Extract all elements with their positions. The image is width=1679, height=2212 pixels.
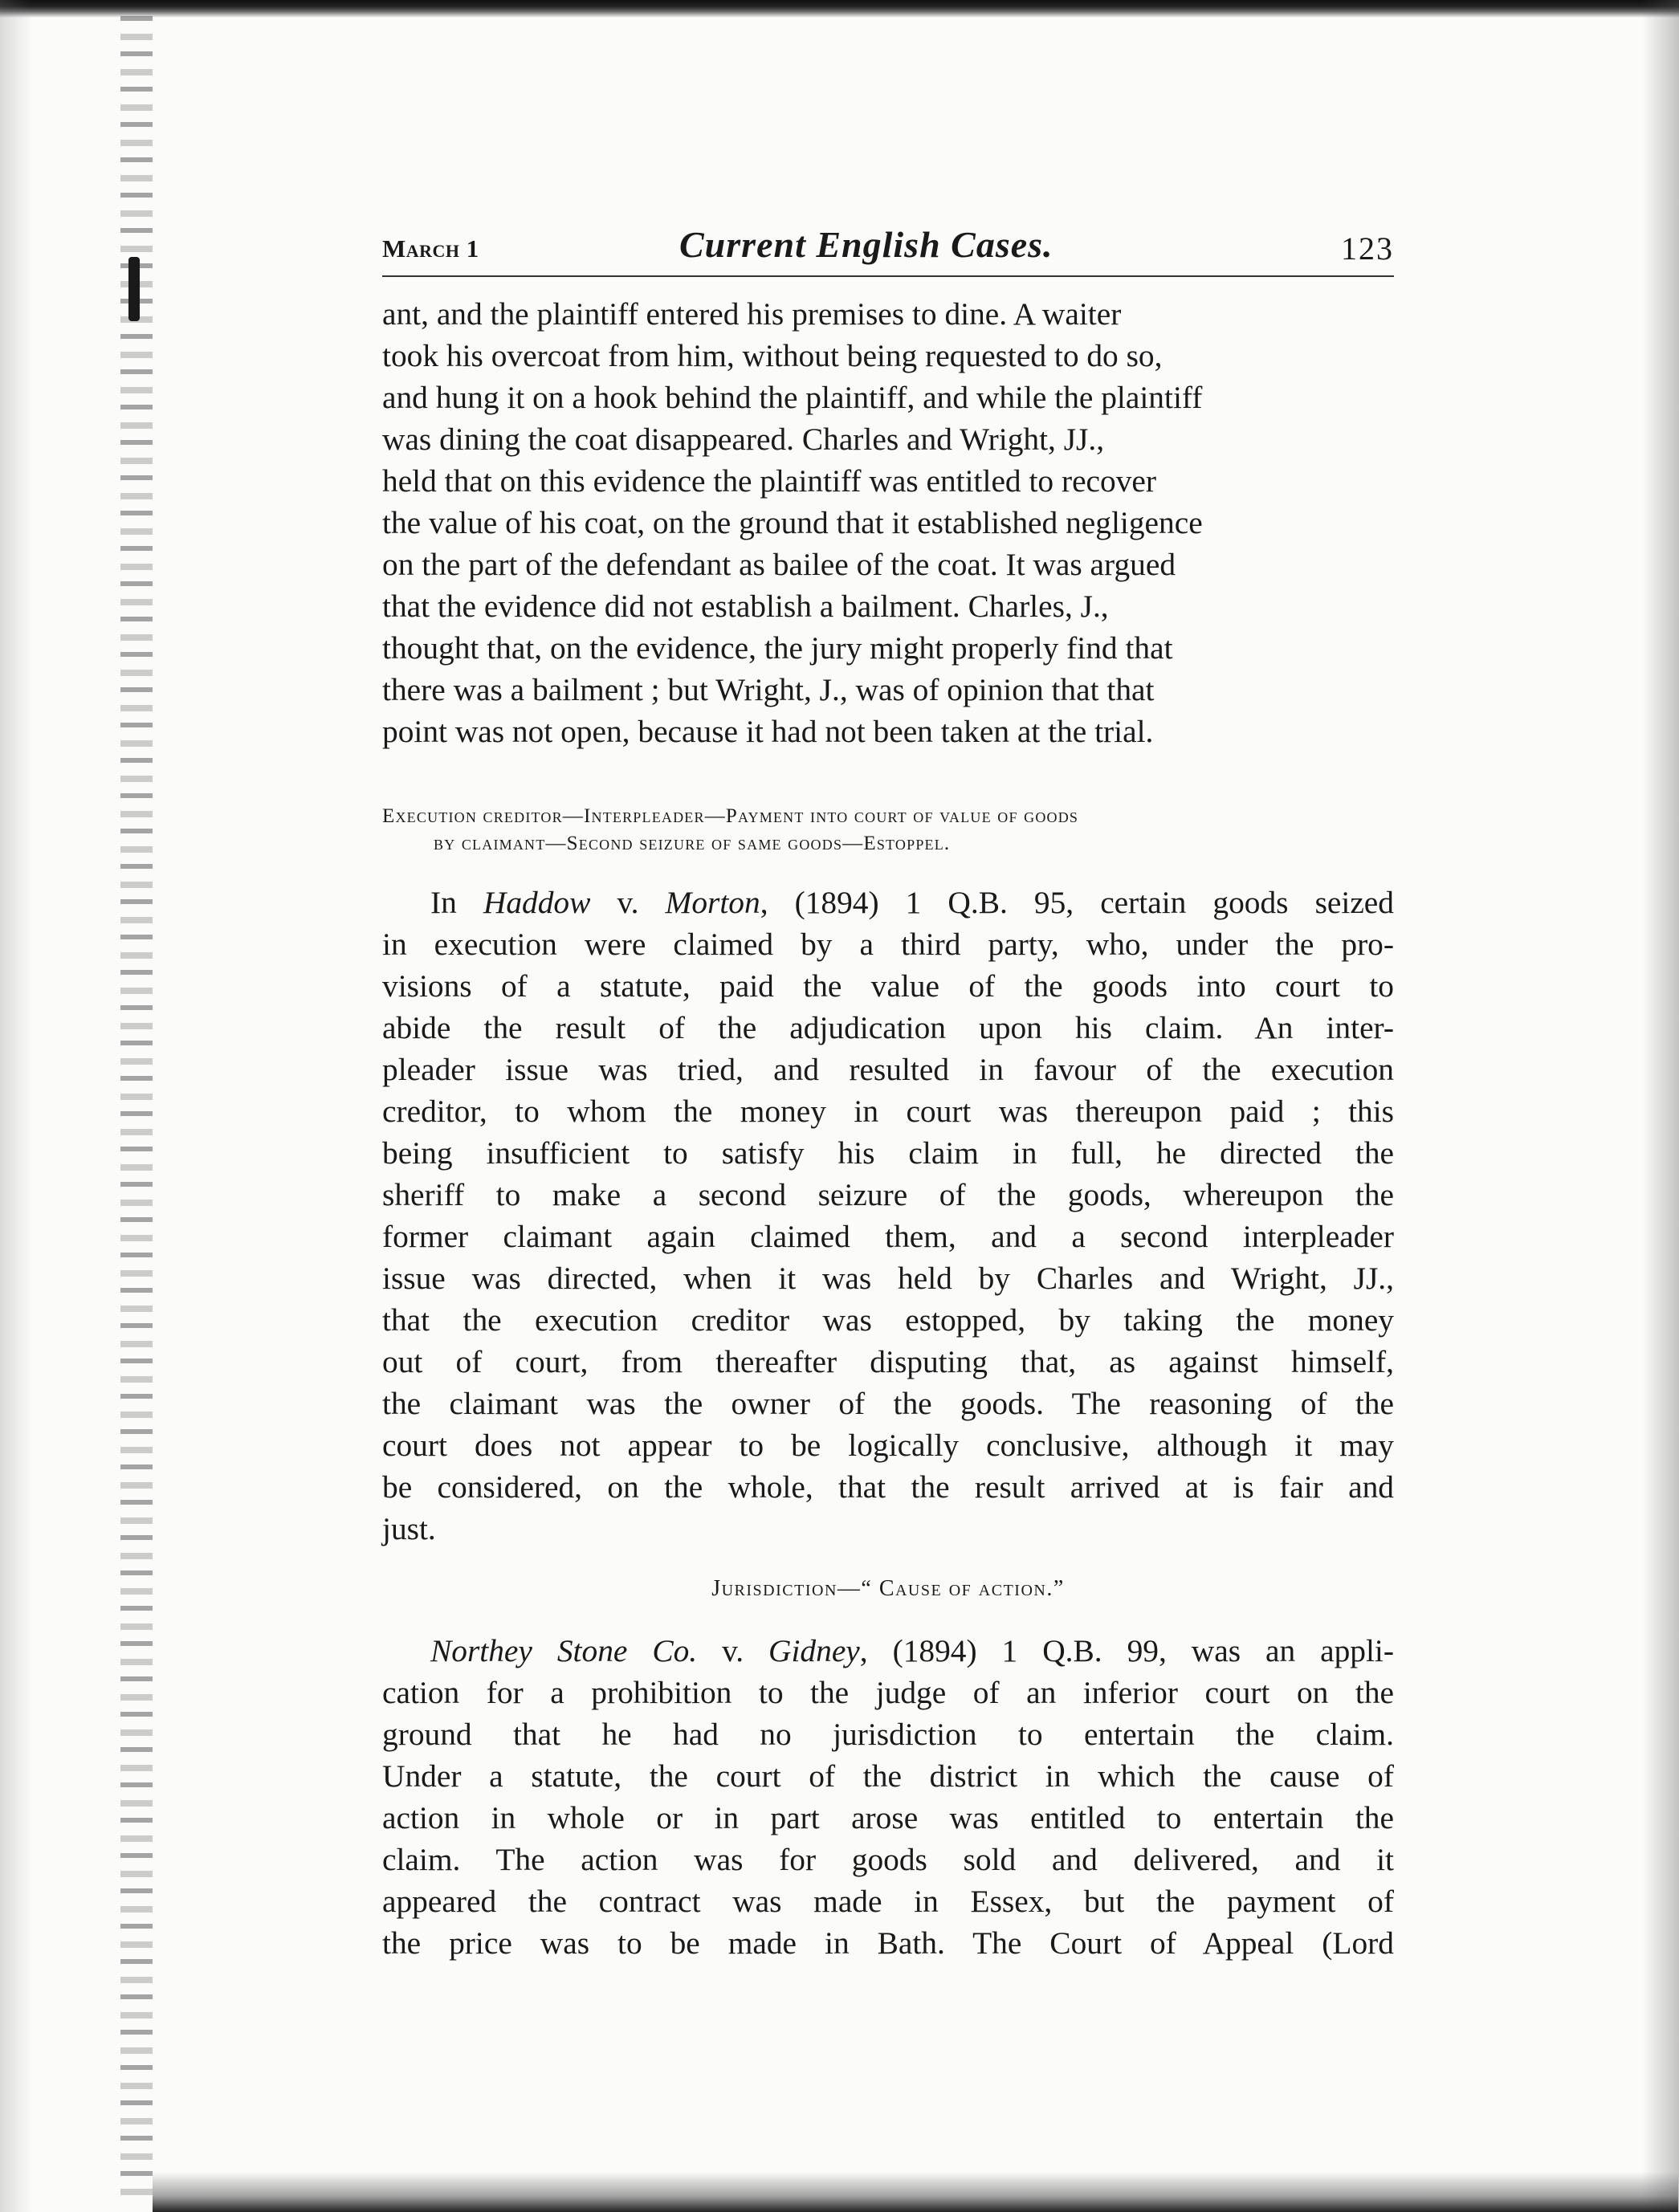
- text-run: , (1894) 1 Q.B. 99, was an appli-: [859, 1633, 1394, 1668]
- text-line-first: [382, 882, 1394, 923]
- case-name: Northey Stone Co.: [430, 1633, 698, 1668]
- binding-mark: [128, 257, 140, 321]
- text-line: cation for a prohibition to the judge of an inferior court on the: [382, 1675, 1394, 1710]
- headnote-line: Execution creditor—Interpleader—Payment into court of value of goods: [382, 805, 1079, 827]
- text-line: visions of a statute, paid the value of the goods into court to: [382, 968, 1394, 1004]
- text-line: action in whole or in part arose was entitled to entertain the: [382, 1800, 1394, 1835]
- text-line: appeared the contract was made in Essex, but the payment of: [382, 1884, 1394, 1919]
- text-line: out of court, from thereafter disputing that, as against himself,: [382, 1344, 1394, 1379]
- text-line: on the part of the defendant as bailee of the coat. It was argued: [382, 547, 1176, 582]
- scan-right-shadow: [1642, 0, 1679, 2212]
- text-line: abide the result of the adjudication upon his claim. An inter-: [382, 1010, 1394, 1045]
- text-run: In: [430, 885, 483, 920]
- text-line-first: [382, 1630, 1394, 1672]
- text-line: court does not appear to be logically conclusive, although it may: [382, 1428, 1394, 1463]
- scan-left-shadow: [0, 0, 32, 2212]
- text-line: creditor, to whom the money in court was thereupon paid ; this: [382, 1094, 1394, 1129]
- text-line: the claimant was the owner of the goods. The reasoning of the: [382, 1386, 1394, 1421]
- page-number: 123: [1341, 230, 1394, 267]
- scan-bottom-edge: [153, 2172, 1678, 2212]
- text-line: Under a statute, the court of the district in which the cause of: [382, 1758, 1394, 1794]
- text-line: sheriff to make a second seizure of the goods, whereupon the: [382, 1177, 1394, 1212]
- text-line: pleader issue was tried, and resulted in favour of the execution: [382, 1052, 1394, 1087]
- case-headnote: [382, 1576, 1394, 1602]
- text-line-last: just.: [382, 1511, 436, 1546]
- case-name: Morton: [665, 885, 760, 920]
- running-head: [382, 223, 1394, 279]
- text-line: point was not open, because it had not been taken at the trial.: [382, 714, 1154, 749]
- text-line: and hung it on a hook behind the plaintiff, and while the plaintiff: [382, 380, 1203, 415]
- running-head-title: Current English Cases.: [679, 224, 1053, 265]
- text-run: , (1894) 1 Q.B. 95, certain goods seized: [760, 885, 1394, 920]
- paragraph-haddow-v-morton: [382, 882, 1394, 1550]
- text-line: the price was to be made in Bath. The Court of Appeal (Lord: [382, 1925, 1394, 1961]
- text-run: v.: [590, 885, 666, 920]
- text-line: that the execution creditor was estopped, by taking the money: [382, 1302, 1394, 1338]
- headnote-line: by claimant—Second seizure of same goods—Estoppel.: [434, 833, 951, 854]
- text-line: took his overcoat from him, without being requested to do so,: [382, 338, 1163, 373]
- text-line: former claimant again claimed them, and a second interpleader: [382, 1219, 1394, 1254]
- text-line: issue was directed, when it was held by Charles and Wright, JJ.,: [382, 1261, 1394, 1296]
- text-line: be considered, on the whole, that the result arrived at is fair and: [382, 1469, 1394, 1505]
- case-name: Haddow: [483, 885, 591, 920]
- text-line: in execution were claimed by a third party, who, under the pro-: [382, 927, 1394, 962]
- text-line: there was a bailment ; but Wright, J., was of opinion that that: [382, 672, 1155, 707]
- text-line: claim. The action was for goods sold and delivered, and it: [382, 1842, 1394, 1877]
- running-head-date: March 1: [382, 234, 479, 263]
- text-line: ant, and the plaintiff entered his premises to dine. A waiter: [382, 296, 1122, 332]
- text-run: v.: [697, 1633, 769, 1668]
- headnote-line: Jurisdiction—“ Cause of action.”: [711, 1576, 1065, 1601]
- text-line: thought that, on the evidence, the jury might properly find that: [382, 630, 1173, 666]
- text-line: the value of his coat, on the ground that it established negligence: [382, 505, 1203, 540]
- paragraph-northey-stone-v-gidney: [382, 1630, 1394, 1964]
- header-rule: [382, 275, 1394, 277]
- scan-top-edge: [0, 0, 1679, 18]
- text-line: that the evidence did not establish a bailment. Charles, J.,: [382, 589, 1109, 624]
- text-line: held that on this evidence the plaintiff was entitled to recover: [382, 463, 1157, 499]
- text-line: ground that he had no jurisdiction to entertain the claim.: [382, 1717, 1394, 1752]
- case-headnote: [382, 803, 1394, 858]
- binding-gutter: [120, 16, 153, 2200]
- text-line: being insufficient to satisfy his claim in full, he directed the: [382, 1135, 1394, 1171]
- paragraph-continued: [382, 293, 1394, 752]
- text-line: was dining the coat disappeared. Charles and Wright, JJ.,: [382, 422, 1105, 457]
- case-name: Gidney: [768, 1633, 860, 1668]
